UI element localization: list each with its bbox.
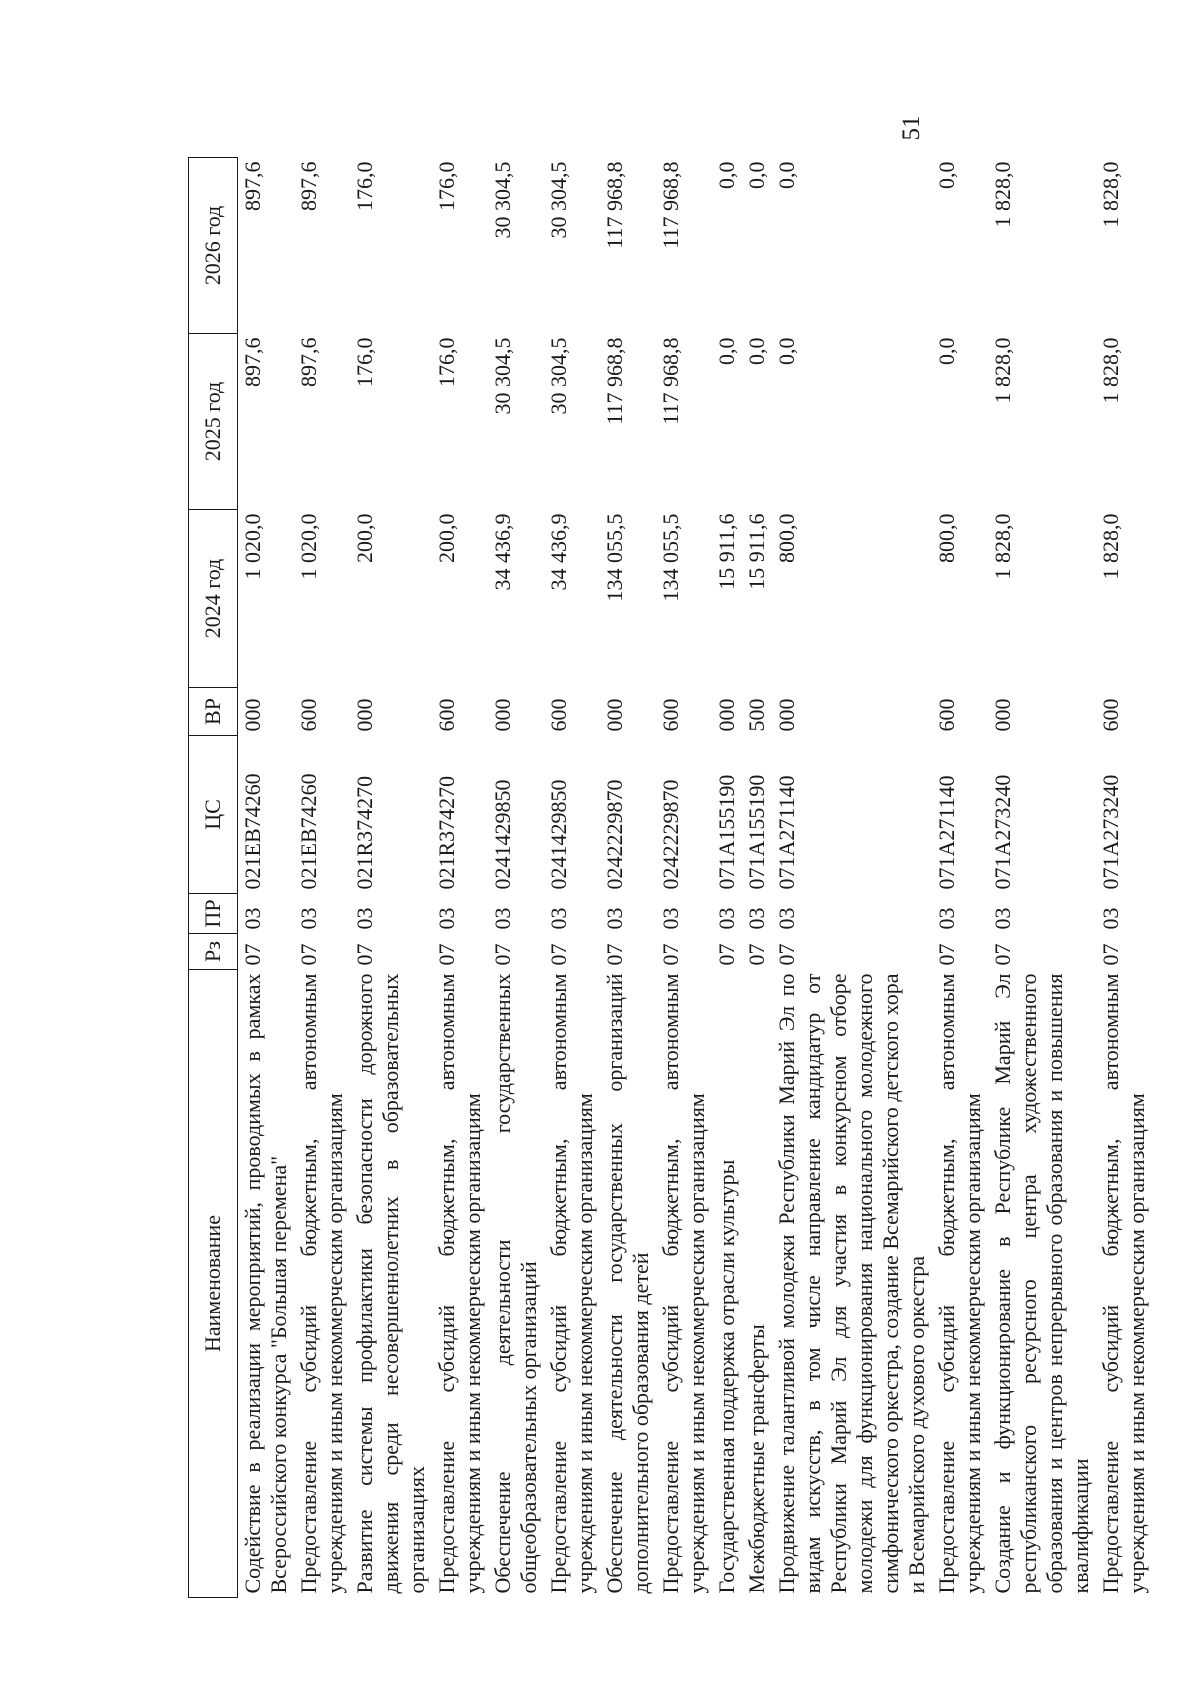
- table-row: [488, 158, 544, 1598]
- table-row: [432, 158, 488, 1598]
- cell-2024: 34 436,9: [546, 513, 571, 591]
- table-body: [238, 158, 1153, 1598]
- cell-2026: 0,0: [744, 161, 769, 189]
- cell-2026: 176,0: [434, 161, 459, 211]
- cell-name: Обеспечение деятельности государственных общеобразовательных организаций: [490, 973, 541, 1594]
- cell-vr: 000: [990, 698, 1015, 732]
- cell-2026: 30 304,5: [546, 161, 571, 239]
- cell-rz: 07: [352, 943, 377, 966]
- cell-name: Предоставление субсидий бюджетным, автономным учреждениям и иным некоммерческим организациям: [934, 973, 985, 1594]
- cell-2026: 897,6: [240, 161, 265, 211]
- cell-pr: 03: [546, 907, 571, 930]
- cell-vr: 000: [602, 698, 627, 732]
- table-row: [772, 158, 932, 1598]
- cell-cs: 021EB74260: [240, 773, 265, 890]
- cell-2024: 200,0: [434, 513, 459, 563]
- cell-cs: 071A273240: [1098, 774, 1123, 890]
- cell-vr: 600: [934, 698, 959, 732]
- cell-pr: 03: [434, 907, 459, 930]
- table-row: [742, 158, 772, 1598]
- cell-vr: 000: [240, 698, 265, 732]
- header-vr: ВР: [189, 688, 238, 736]
- cell-rz: 07: [296, 943, 321, 966]
- table-row: [1096, 158, 1152, 1598]
- cell-cs: 071A155190: [744, 774, 769, 890]
- cell-2025: 897,6: [240, 337, 265, 387]
- cell-2024: 1 828,0: [990, 513, 1015, 580]
- cell-2026: 897,6: [296, 161, 321, 211]
- table-row: [600, 158, 656, 1598]
- cell-vr: 000: [490, 698, 515, 732]
- header-2026: 2026 год: [189, 158, 238, 334]
- cell-2025: 1 828,0: [1098, 337, 1123, 404]
- header-2024: 2024 год: [189, 510, 238, 688]
- cell-2024: 134 055,5: [602, 513, 627, 602]
- cell-rz: 07: [1098, 943, 1123, 966]
- cell-rz: 07: [934, 943, 959, 966]
- cell-2024: 200,0: [352, 513, 377, 563]
- cell-2026: 117 968,8: [658, 161, 683, 249]
- cell-2024: 34 436,9: [490, 513, 515, 591]
- cell-name: Продвижение талантливой молодежи Республики Марий Эл по видам искусств, в том числе направление кандидатур от Республики Марий Эл для участия в конкурсном отборе молодежи для функционирования национального молодежного симфонического оркестра, создание Всемарийского детского хора и Всемарийского духового оркестра: [774, 973, 929, 1594]
- header-cs: ЦС: [189, 736, 238, 894]
- cell-2024: 1 020,0: [240, 513, 265, 580]
- cell-name: Развитие системы профилактики безопасности дорожного движения среди несовершеннолетних в образовательных организациях: [352, 973, 429, 1594]
- cell-rz: 07: [714, 943, 739, 966]
- cell-2025: 0,0: [744, 337, 769, 365]
- cell-pr: 03: [240, 907, 265, 930]
- cell-cs: 0241429850: [490, 779, 515, 890]
- cell-pr: 03: [658, 907, 683, 930]
- cell-pr: 03: [296, 907, 321, 930]
- cell-2025: 30 304,5: [490, 337, 515, 415]
- table-header: [189, 158, 238, 1598]
- budget-table: [188, 157, 1152, 1598]
- cell-rz: 07: [546, 943, 571, 966]
- cell-rz: 07: [774, 943, 799, 966]
- cell-rz: 07: [990, 943, 1015, 966]
- cell-pr: 03: [490, 907, 515, 930]
- table-row: [544, 158, 600, 1598]
- cell-vr: 600: [546, 698, 571, 732]
- cell-cs: 0241429850: [546, 779, 571, 890]
- cell-vr: 500: [744, 698, 769, 732]
- table-row: [294, 158, 350, 1598]
- cell-2024: 800,0: [774, 513, 799, 563]
- cell-vr: 000: [714, 698, 739, 732]
- cell-name: Создание и функционирование в Республике Марий Эл республиканского ресурсного центра художественного образования и центров непрерывного образования и повышения квалификации: [990, 973, 1093, 1594]
- cell-name: Предоставление субсидий бюджетным, автономным учреждениям и иным некоммерческим организациям: [434, 973, 485, 1594]
- table-row: [656, 158, 712, 1598]
- cell-rz: 07: [434, 943, 459, 966]
- cell-pr: 03: [990, 907, 1015, 930]
- cell-name: Содействие в реализации мероприятий, проводимых в рамках Всероссийского конкурса "Большая перемена": [240, 973, 291, 1594]
- cell-vr: 600: [658, 698, 683, 732]
- header-rz: Рз: [189, 934, 238, 970]
- header-2025: 2025 год: [189, 334, 238, 510]
- cell-vr: 000: [352, 698, 377, 732]
- cell-vr: 600: [296, 698, 321, 732]
- cell-cs: 071A155190: [714, 774, 739, 890]
- cell-pr: 03: [602, 907, 627, 930]
- cell-name: Государственная поддержка отрасли культуры: [714, 1159, 739, 1594]
- cell-2025: 897,6: [296, 337, 321, 387]
- cell-2024: 1 828,0: [1098, 513, 1123, 580]
- cell-name: Предоставление субсидий бюджетным, автономным учреждениям и иным некоммерческим организациям: [658, 973, 709, 1594]
- table-row: [712, 158, 742, 1598]
- cell-2026: 1 828,0: [990, 161, 1015, 228]
- table-row: [988, 158, 1096, 1598]
- cell-pr: 03: [1098, 907, 1123, 930]
- cell-2025: 117 968,8: [658, 337, 683, 425]
- cell-name: Предоставление субсидий бюджетным, автономным учреждениям и иным некоммерческим организациям: [546, 973, 597, 1594]
- cell-name: Предоставление субсидий бюджетным, автономным учреждениям и иным некоммерческим организациям: [296, 973, 347, 1594]
- cell-pr: 03: [774, 907, 799, 930]
- cell-pr: 03: [744, 907, 769, 930]
- cell-2026: 176,0: [352, 161, 377, 211]
- cell-2025: 1 828,0: [990, 337, 1015, 404]
- cell-2025: 117 968,8: [602, 337, 627, 425]
- cell-2025: 0,0: [714, 337, 739, 365]
- cell-cs: 0242229870: [658, 779, 683, 890]
- cell-2025: 0,0: [934, 337, 959, 365]
- cell-cs: 0242229870: [602, 779, 627, 890]
- cell-2024: 15 911,6: [714, 513, 739, 590]
- page-number: 51: [898, 115, 925, 141]
- cell-cs: 021R374270: [434, 775, 459, 890]
- cell-2026: 0,0: [934, 161, 959, 189]
- cell-rz: 07: [602, 943, 627, 966]
- cell-pr: 03: [714, 907, 739, 930]
- cell-name: Предоставление субсидий бюджетным, автономным учреждениям и иным некоммерческим организациям: [1098, 973, 1149, 1594]
- cell-cs: 071A271140: [934, 775, 959, 890]
- cell-cs: 021EB74260: [296, 773, 321, 890]
- table-row: [238, 158, 295, 1598]
- cell-name: Межбюджетные трансферты: [744, 1324, 769, 1594]
- cell-rz: 07: [658, 943, 683, 966]
- cell-rz: 07: [490, 943, 515, 966]
- cell-name: Обеспечение деятельности государственных организаций дополнительного образования детей: [602, 973, 653, 1594]
- cell-vr: 600: [434, 698, 459, 732]
- cell-cs: 071A271140: [774, 775, 799, 890]
- header-pr: ПР: [189, 894, 238, 934]
- cell-2024: 15 911,6: [744, 513, 769, 590]
- cell-2025: 0,0: [774, 337, 799, 365]
- header-name: Наименование: [189, 970, 238, 1598]
- cell-2025: 176,0: [352, 337, 377, 387]
- cell-cs: 071A273240: [990, 774, 1015, 890]
- cell-rz: 07: [744, 943, 769, 966]
- cell-2026: 1 828,0: [1098, 161, 1123, 228]
- cell-rz: 07: [240, 943, 265, 966]
- rotated-sheet: [188, 158, 1149, 1598]
- cell-pr: 03: [934, 907, 959, 930]
- cell-2026: 117 968,8: [602, 161, 627, 249]
- cell-pr: 03: [352, 907, 377, 930]
- table-row: [932, 158, 988, 1598]
- cell-vr: 000: [774, 698, 799, 732]
- cell-2025: 176,0: [434, 337, 459, 387]
- cell-2024: 800,0: [934, 513, 959, 563]
- cell-2025: 30 304,5: [546, 337, 571, 415]
- cell-vr: 600: [1098, 698, 1123, 732]
- cell-2026: 30 304,5: [490, 161, 515, 239]
- cell-2026: 0,0: [714, 161, 739, 189]
- table-row: [350, 158, 432, 1598]
- cell-2024: 134 055,5: [658, 513, 683, 602]
- cell-2024: 1 020,0: [296, 513, 321, 580]
- cell-cs: 021R374270: [352, 775, 377, 890]
- cell-2026: 0,0: [774, 161, 799, 189]
